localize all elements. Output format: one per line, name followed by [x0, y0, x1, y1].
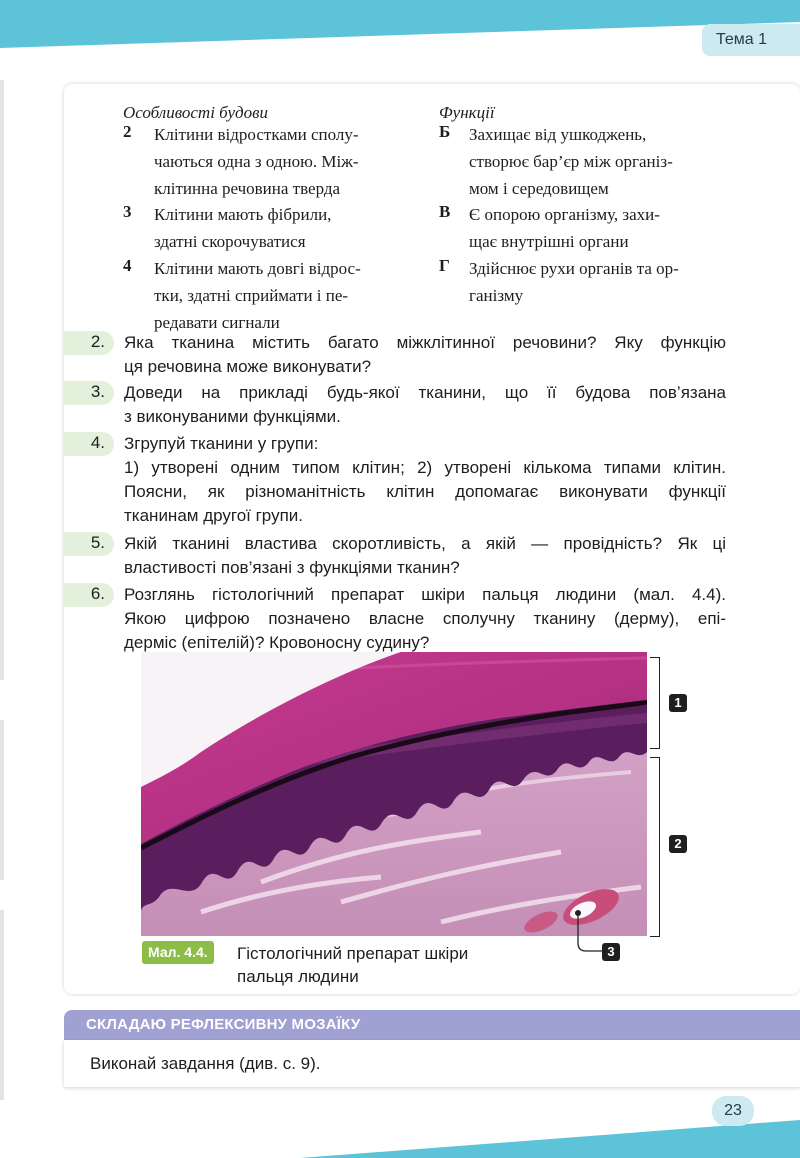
- match-label: 2: [123, 122, 132, 141]
- label-bracket-2: [650, 757, 660, 937]
- topic-tag: [702, 24, 800, 56]
- match-text: Захищає від ушкоджень, створює бар’єр між організ- мом і середовищем: [469, 125, 673, 198]
- column-title-structure: Особливості будови: [123, 103, 268, 122]
- question-number: 3.: [64, 381, 114, 405]
- question-text: Розглянь гістологічний препарат шкіри пальця людини (мал. 4.4). Якою цифрою позначено власне сполучну тканину (дерму), епі- дерміс (епітелій)? Кровоносну судину?: [124, 585, 726, 652]
- question-text: Яка тканина містить багато міжклітинної речовини? Яку функцію ця речовина може виконувати?: [124, 333, 726, 376]
- match-label: Б: [439, 122, 451, 141]
- left-edge-line: [0, 720, 4, 880]
- figure-label-3: 3: [602, 943, 620, 961]
- question-number: 5.: [64, 532, 114, 556]
- question-text: Якій тканині властива скоротливість, а якій — провідність? Як ці властивості пов’язані з функціями тканин?: [124, 534, 726, 577]
- match-text: Є опорою організму, захи- щає внутрішні органи: [469, 205, 660, 251]
- mosaic-text: Виконай завдання (див. с. 9).: [90, 1054, 321, 1073]
- match-label: Г: [439, 256, 450, 275]
- header-band: [0, 0, 800, 60]
- match-text: Здійснює рухи органів та ор- ганізму: [469, 259, 679, 305]
- page-number: 23: [712, 1096, 754, 1126]
- mosaic-body: [64, 1040, 800, 1087]
- match-label: 3: [123, 202, 132, 221]
- mosaic-header: [64, 1010, 800, 1040]
- histology-image: [141, 652, 647, 936]
- label-bracket-1: [650, 657, 660, 749]
- figure-caption: Гістологічний препарат шкіри пальця людини: [237, 944, 469, 986]
- match-label: 4: [123, 256, 132, 275]
- column-title-functions: Функції: [439, 103, 495, 122]
- question-number: 4.: [64, 432, 114, 456]
- left-edge-line: [0, 80, 4, 680]
- question-text: Згрупуй тканини у групи: 1) утворені одним типом клітин; 2) утворені кількома типами клітин. Поясни, як різноманітність клітин допомагає виконувати функції тканинам другої групи.: [124, 434, 726, 525]
- figure-label-2: 2: [669, 835, 687, 853]
- match-text: Клітини мають довгі відрос- тки, здатні сприймати і пе- редавати сигнали: [154, 259, 361, 332]
- question-text: Доведи на прикладі будь-якої тканини, що її будова пов’язана з виконуваними функціями.: [124, 383, 726, 426]
- match-label: В: [439, 202, 451, 221]
- topic-label: Тема 1: [716, 31, 768, 48]
- figure-caption-badge: Мал. 4.4.: [142, 941, 214, 964]
- question-number: 6.: [64, 583, 114, 607]
- match-text: Клітини відростками сполу- чаються одна з одною. Між- клітинна речовина тверда: [154, 125, 359, 198]
- figure-label-1: 1: [669, 694, 687, 712]
- mosaic-title: СКЛАДАЮ РЕФЛЕКСИВНУ МОЗАЇКУ: [86, 1016, 361, 1033]
- match-text: Клітини мають фібрили, здатні скорочуватися: [154, 205, 332, 251]
- left-edge-line: [0, 910, 4, 1100]
- footer-band: [0, 1100, 800, 1158]
- question-number: 2.: [64, 331, 114, 355]
